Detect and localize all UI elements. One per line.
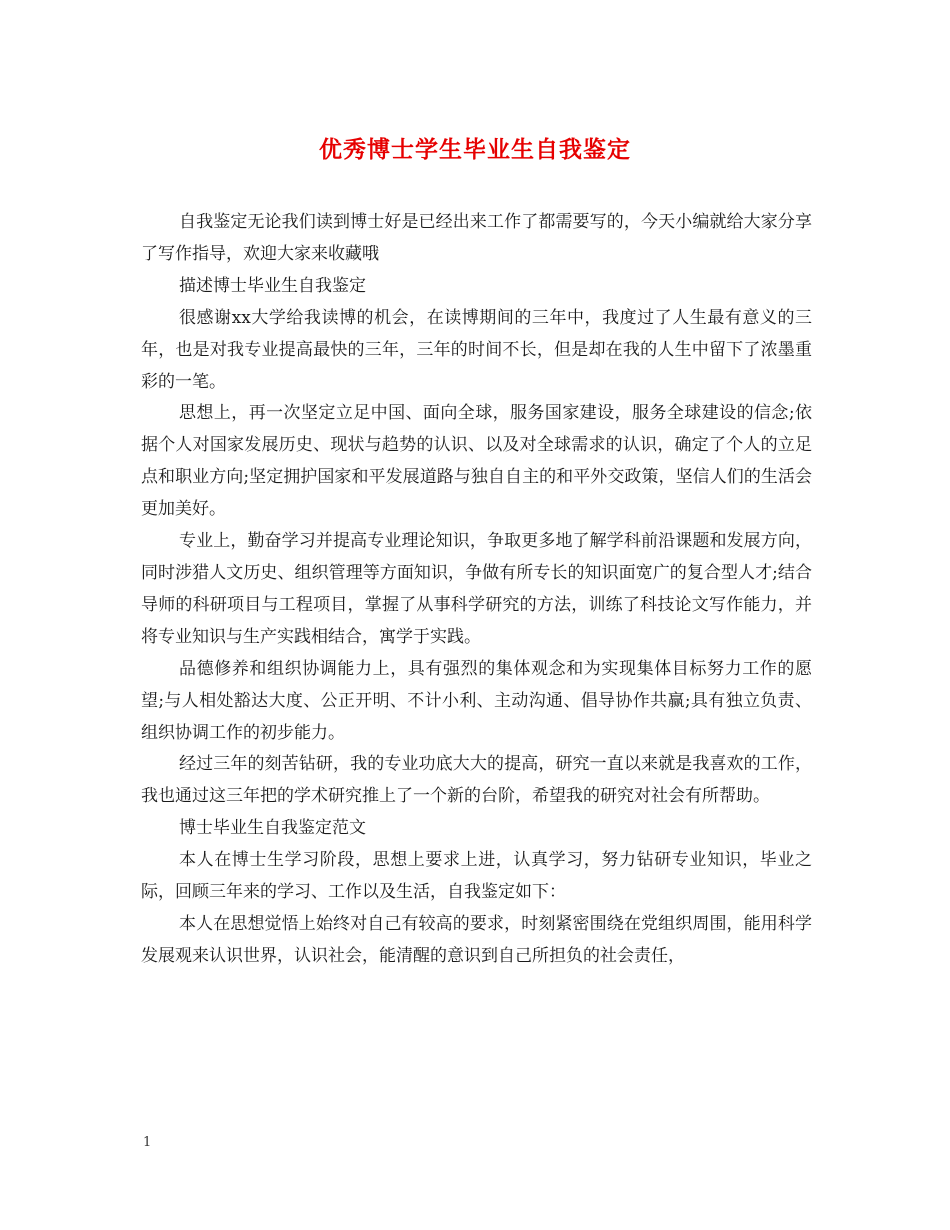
body-paragraph: 专业上，勤奋学习并提高专业理论知识，争取更多地了解学科前沿课题和发展方向，同时涉猎人文历史、组织管理等方面知识，争做有所专长的知识面宽广的复合型人才;结合导师的科研项目与工程项目，掌握了从事科学研究的方法，训练了科技论文写作能力，并将专业知识与生产实践相结合，寓学于实践。 [141, 531, 812, 647]
section-heading-description: 描述博士毕业生自我鉴定 [179, 275, 366, 296]
document-title: 优秀博士学生毕业生自我鉴定 [319, 136, 631, 163]
body-paragraph: 品德修养和组织协调能力上，具有强烈的集体观念和为实现集体目标努力工作的愿望;与人相处豁达大度、公正开明、不计小利、主动沟通、倡导协作共赢;具有独立负责、组织协调工作的初步能力。 [141, 658, 812, 743]
body-paragraph: 很感谢xx大学给我读博的机会，在读博期间的三年中，我度过了人生最有意义的三年，也是对我专业提高最快的三年，三年的时间不长，但是却在我的人生中留下了浓墨重彩的一笔。 [141, 307, 812, 392]
body-paragraph: 本人在博士生学习阶段，思想上要求上进，认真学习，努力钻研专业知识，毕业之际，回顾三年来的学习、工作以及生活，自我鉴定如下： [141, 850, 812, 903]
page-number: 1 [143, 1135, 152, 1150]
body-paragraph: 经过三年的刻苦钻研，我的专业功底大大的提高，研究一直以来就是我喜欢的工作，我也通过这三年把的学术研究推上了一个新的台阶，希望我的研究对社会有所帮助。 [141, 754, 812, 807]
body-paragraph: 思想上，再一次坚定立足中国、面向全球，服务国家建设，服务全球建设的信念;依据个人对国家发展历史、现状与趋势的认识、以及对全球需求的认识，确定了个人的立足点和职业方向;坚定拥护国家和平发展道路与独自自主的和平外交政策，坚信人们的生活会更加美好。 [141, 403, 812, 520]
section-heading-sample: 博士毕业生自我鉴定范文 [179, 818, 366, 839]
document-body [141, 207, 812, 973]
intro-paragraph: 自我鉴定无论我们读到博士好是已经出来工作了都需要写的，今天小编就给大家分享了写作指导，欢迎大家来收藏哦 [141, 212, 812, 264]
body-paragraph: 本人在思想觉悟上始终对自己有较高的要求，时刻紧密围绕在党组织周围，能用科学发展观来认识世界，认识社会，能清醒的意识到自己所担负的社会责任， [141, 913, 812, 966]
